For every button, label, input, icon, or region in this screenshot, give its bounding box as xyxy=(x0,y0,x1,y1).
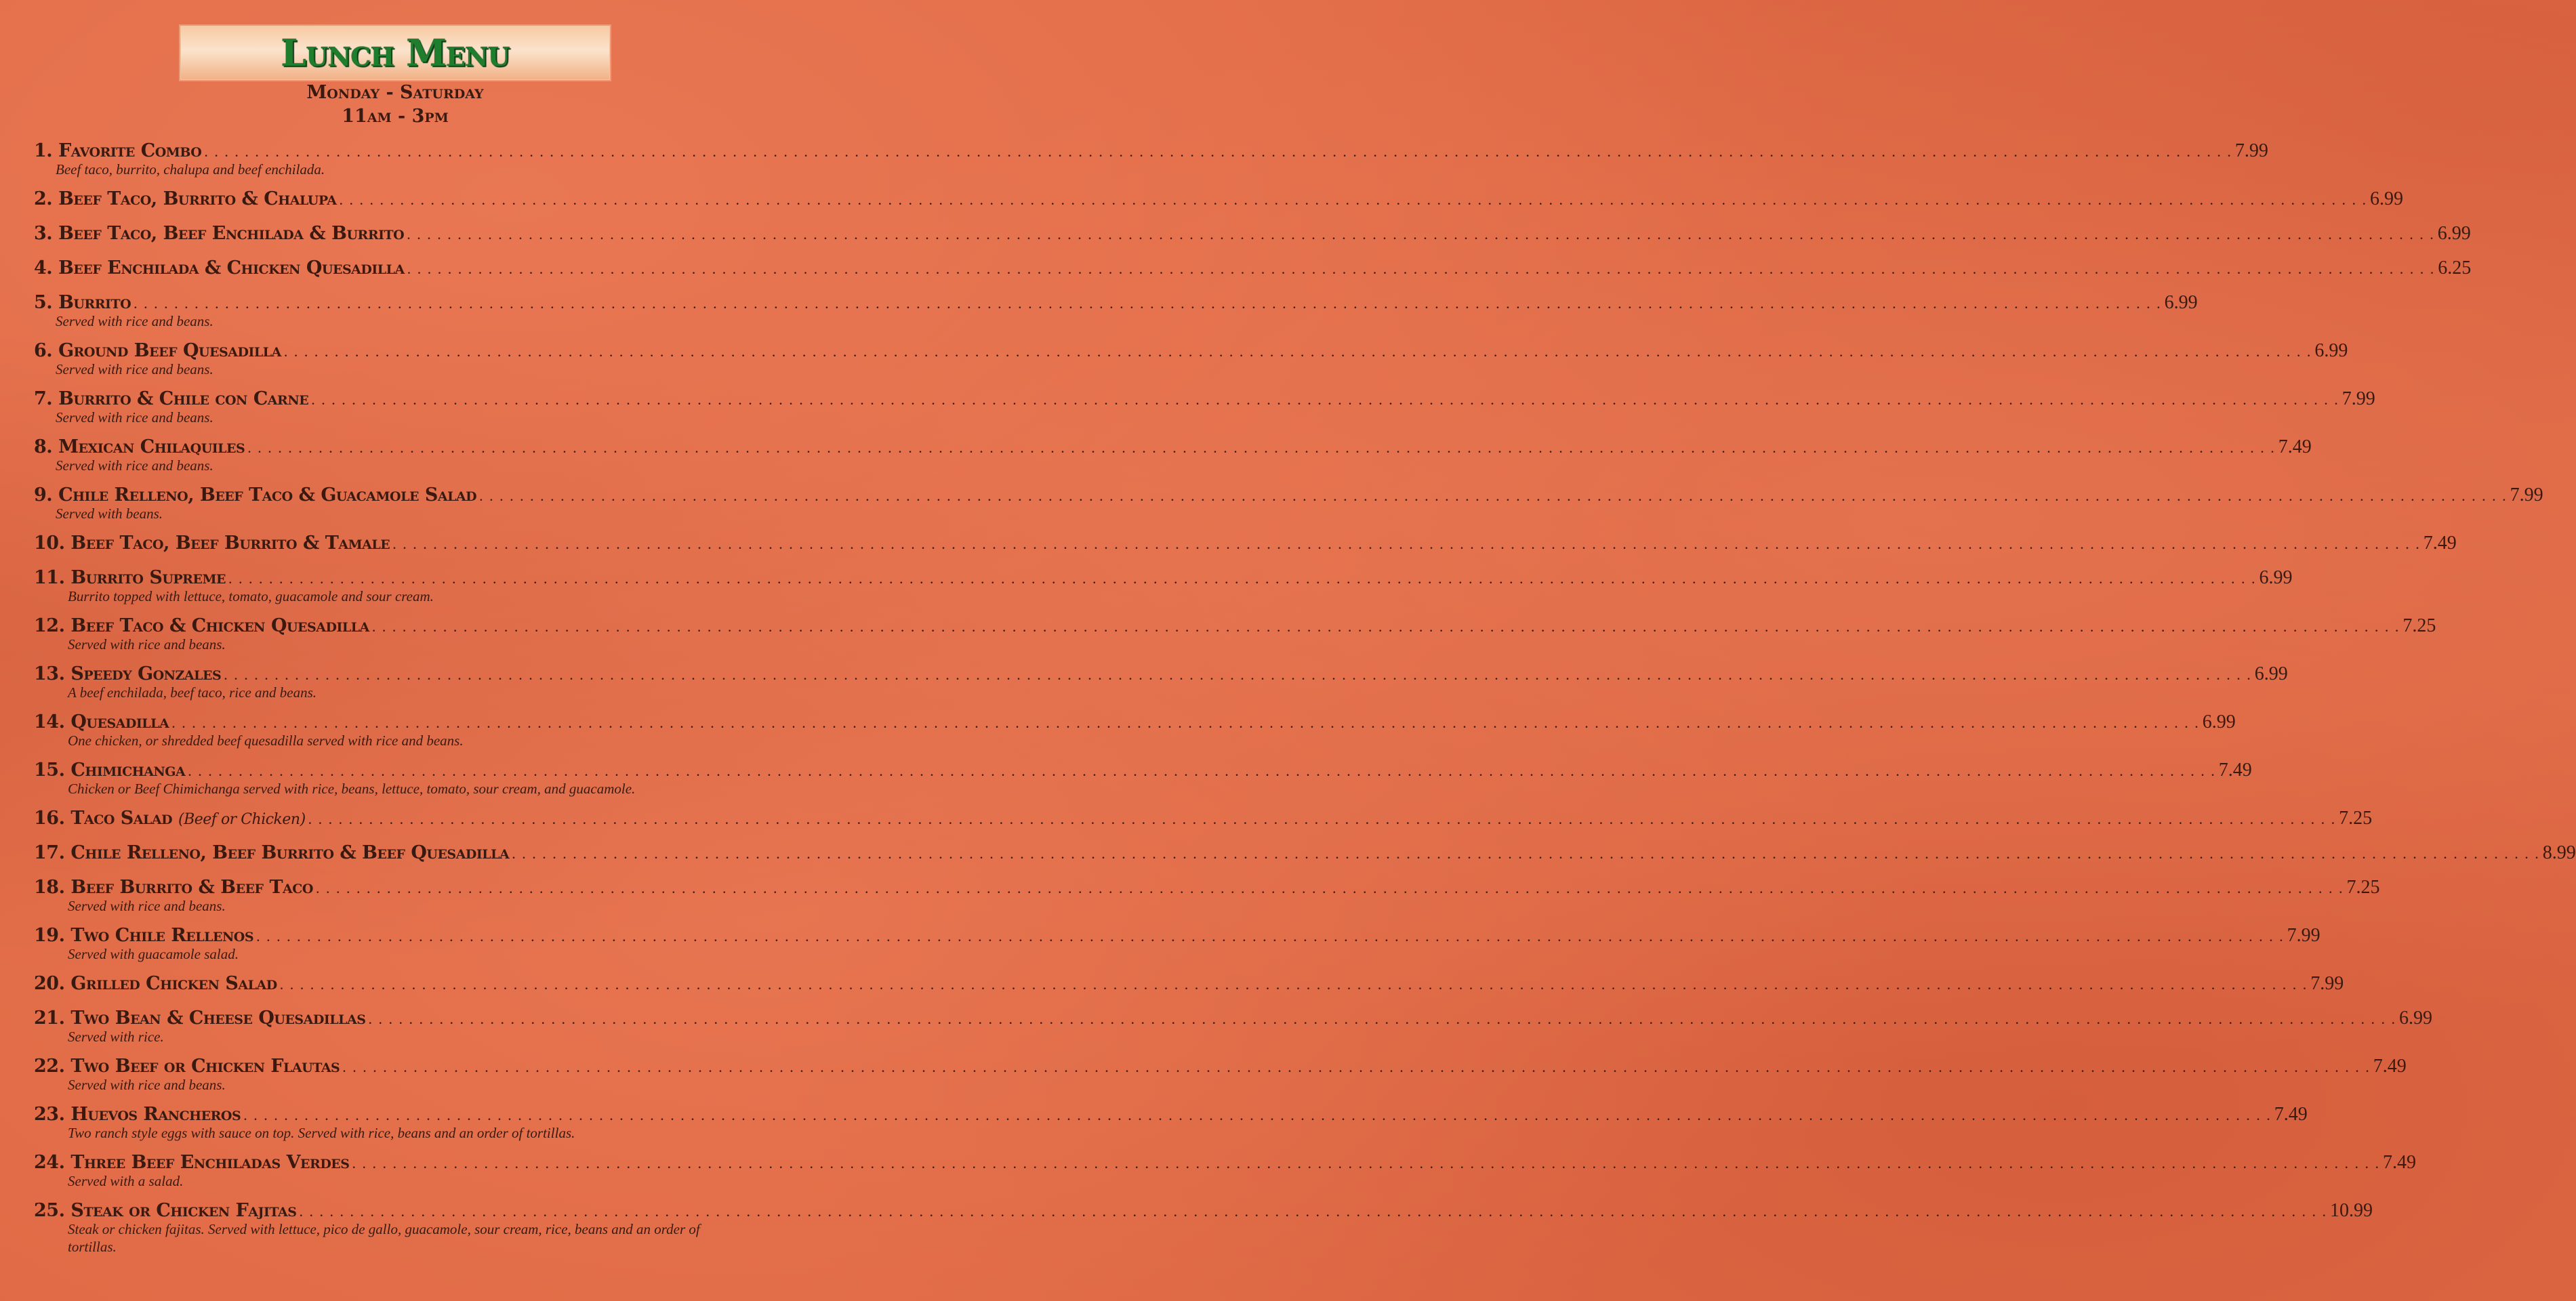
menu-item-name-text: 9. Chile Relleno, Beef Taco & Guacamole Salad xyxy=(34,484,477,505)
menu-item-name-text: 22. Two Beef or Chicken Flautas xyxy=(34,1056,340,1077)
menu-item xyxy=(34,1104,2308,1142)
menu-item xyxy=(34,533,2457,557)
menu-item-description: Burrito topped with lettuce, tomato, guacamole and sour cream. xyxy=(68,588,434,604)
leader-dots: . . . . . . . . . . . . . . . . . . . . . . . . . . . . . . . . . . . . . . . . . . . . . . . . . . . . . . . . . . . . . . . . . . . . . . . . . . . . . . . . . . . . . . . . . . . . . . . . . . . . . . . . . . . . . . . . . . . . . . . . . . . . . . . . . . . . . . . . . . . . . . . . . . . . . . . . . . . . . . . . . . . . . . . . . . . . . . . . . . . . . . . . . . . . . . . . . . . . . . . . xyxy=(352,1155,2380,1172)
menu-item-name-text: 19. Two Chile Rellenos xyxy=(34,925,254,946)
menu-item-price: 6.99 xyxy=(2398,1008,2432,1029)
menu-item-price: 7.25 xyxy=(2346,877,2380,898)
menu-item-name xyxy=(34,257,405,278)
menu-item-description: Chicken or Beef Chimichanga served with rice, beans, lettuce, tomato, sour cream, and guacamole. xyxy=(68,781,636,797)
menu-item-description: Served with rice and beans. xyxy=(56,409,213,426)
menu-item-description: One chicken, or shredded beef quesadilla served with rice and beans. xyxy=(68,732,464,749)
menu-item-name-text: 23. Huevos Rancheros xyxy=(34,1104,241,1125)
menu-item-name-text: 6. Ground Beef Quesadilla xyxy=(34,340,281,361)
menu-item xyxy=(34,436,2312,474)
menu-item-name-text: 15. Chimichanga xyxy=(34,760,186,781)
leader-dots: . . . . . . . . . . . . . . . . . . . . . . . . . . . . . . . . . . . . . . . . . . . . . . . . . . . . . . . . . . . . . . . . . . . . . . . . . . . . . . . . . . . . . . . . . . . . . . . . . . . . . . . . . . . . . . . . . . . . . . . . . . . . . . . . . . . . . . . . . . . . . . . . . . . . . . . . . . . . . . . . . . . . . . . . . . . . . . . . . . . . . . . . . . . . . . . . . . . . . . . . xyxy=(256,928,2285,945)
menu-item xyxy=(34,925,2321,963)
menu-item-name xyxy=(34,808,306,829)
menu-item-name xyxy=(34,188,337,209)
menu-item-name xyxy=(34,1152,350,1173)
menu-item-name xyxy=(34,711,169,732)
menu-item xyxy=(34,663,2288,701)
menu-item-price: 6.99 xyxy=(2314,340,2348,361)
menu-item-name-text: 12. Beef Taco & Chicken Quesadilla xyxy=(34,615,369,636)
menu-item xyxy=(34,388,2375,426)
menu-item-name xyxy=(34,760,185,781)
leader-dots: . . . . . . . . . . . . . . . . . . . . . . . . . . . . . . . . . . . . . . . . . . . . . . . . . . . . . . . . . . . . . . . . . . . . . . . . . . . . . . . . . . . . . . . . . . . . . . . . . . . . . . . . . . . . . . . . . . . . . . . . . . . . . . . . . . . . . . . . . . . . . . . . . . . . . . . . . . . . . . . . . . . . . . . . . . . . . . . . . . . . . . . . . . . . . . . . . . . . . . . . xyxy=(279,976,2308,993)
menu-item xyxy=(34,973,2344,997)
menu-item-name xyxy=(34,388,308,409)
menu-item-name xyxy=(34,1200,296,1221)
menu-item-note: (Beef or Chicken) xyxy=(178,811,306,828)
menu-item-description: Served with a salad. xyxy=(68,1173,184,1189)
leader-dots: . . . . . . . . . . . . . . . . . . . . . . . . . . . . . . . . . . . . . . . . . . . . . . . . . . . . . . . . . . . . . . . . . . . . . . . . . . . . . . . . . . . . . . . . . . . . . . . . . . . . . . . . . . . . . . . . . . . . . . . . . . . . . . . . . . . . . . . . . . . . . . . . . . . . . . . . . . . . . . . . . . . . . . . . . . . . . . . . . . . . . . . . . . . . . . . . . . . . . . . . xyxy=(224,666,2252,683)
menu-item-price: 6.99 xyxy=(2370,188,2404,209)
menu-item-name xyxy=(34,340,281,361)
menu-item-name-text: 10. Beef Taco, Beef Burrito & Tamale xyxy=(34,533,390,554)
menu-item-description: Served with rice and beans. xyxy=(56,457,213,474)
menu-item-description: Beef taco, burrito, chalupa and beef enchilada. xyxy=(56,161,325,178)
menu-item-name-text: 18. Beef Burrito & Beef Taco xyxy=(34,877,313,898)
menu-item-description: Two ranch style eggs with sauce on top. Served with rice, beans and an order of tortillas. xyxy=(68,1125,575,1141)
leader-dots: . . . . . . . . . . . . . . . . . . . . . . . . . . . . . . . . . . . . . . . . . . . . . . . . . . . . . . . . . . . . . . . . . . . . . . . . . . . . . . . . . . . . . . . . . . . . . . . . . . . . . . . . . . . . . . . . . . . . . . . . . . . . . . . . . . . . . . . . . . . . . . . . . . . . . . . . . . . . . . . . . . . . . . . . . . . . . . . . . . . . . . . . . . . . . . . . . . . . . . . . xyxy=(283,343,2312,360)
menu-item-price: 7.49 xyxy=(2383,1152,2416,1173)
menu-item-price: 7.49 xyxy=(2423,533,2457,554)
leader-dots: . . . . . . . . . . . . . . . . . . . . . . . . . . . . . . . . . . . . . . . . . . . . . . . . . . . . . . . . . . . . . . . . . . . . . . . . . . . . . . . . . . . . . . . . . . . . . . . . . . . . . . . . . . . . . . . . . . . . . . . . . . . . . . . . . . . . . . . . . . . . . . . . . . . . . . . . . . . . . . . . . . . . . . . . . . . . . . . . . . . . . . . . . . . . . . . . . . . . . . . . xyxy=(308,810,2337,827)
menu-item-name xyxy=(34,567,226,588)
leader-dots: . . . . . . . . . . . . . . . . . . . . . . . . . . . . . . . . . . . . . . . . . . . . . . . . . . . . . . . . . . . . . . . . . . . . . . . . . . . . . . . . . . . . . . . . . . . . . . . . . . . . . . . . . . . . . . . . . . . . . . . . . . . . . . . . . . . . . . . . . . . . . . . . . . . . . . . . . . . . . . . . . . . . . . . . . . . . . . . . . . . . . . . . . . . . . . . . . . . . . . . . xyxy=(228,570,2257,587)
leader-dots: . . . . . . . . . . . . . . . . . . . . . . . . . . . . . . . . . . . . . . . . . . . . . . . . . . . . . . . . . . . . . . . . . . . . . . . . . . . . . . . . . . . . . . . . . . . . . . . . . . . . . . . . . . . . . . . . . . . . . . . . . . . . . . . . . . . . . . . . . . . . . . . . . . . . . . . . . . . . . . . . . . . . . . . . . . . . . . . . . . . . . . . . . . . . . . . . . . . . . . . . xyxy=(342,1058,2371,1075)
menu-item-name xyxy=(34,1008,365,1029)
menu-item xyxy=(34,877,2380,915)
menu-item-line xyxy=(34,973,2344,997)
menu-item xyxy=(34,1008,2432,1046)
menu-item xyxy=(34,711,2236,749)
menu-item-description: Served with rice and beans. xyxy=(56,361,213,377)
menu-item-name-text: 24. Three Beef Enchiladas Verdes xyxy=(34,1152,350,1173)
leader-dots: . . . . . . . . . . . . . . . . . . . . . . . . . . . . . . . . . . . . . . . . . . . . . . . . . . . . . . . . . . . . . . . . . . . . . . . . . . . . . . . . . . . . . . . . . . . . . . . . . . . . . . . . . . . . . . . . . . . . . . . . . . . . . . . . . . . . . . . . . . . . . . . . . . . . . . . . . . . . . . . . . . . . . . . . . . . . . . . . . . . . . . . . . . . . . . . . . . . . . . . . xyxy=(311,391,2339,408)
menu-item xyxy=(34,842,2576,867)
menu-item-description: Served with rice and beans. xyxy=(68,636,226,653)
menu-item xyxy=(34,223,2471,247)
menu-item-description: A beef enchilada, beef taco, rice and beans. xyxy=(68,684,317,701)
menu-title: Lunch Menu xyxy=(281,31,510,75)
menu-item-name xyxy=(34,533,390,554)
menu-item-name xyxy=(34,484,476,505)
menu-item-name-text: 8. Mexican Chilaquiles xyxy=(34,436,245,457)
leader-dots: . . . . . . . . . . . . . . . . . . . . . . . . . . . . . . . . . . . . . . . . . . . . . . . . . . . . . . . . . . . . . . . . . . . . . . . . . . . . . . . . . . . . . . . . . . . . . . . . . . . . . . . . . . . . . . . . . . . . . . . . . . . . . . . . . . . . . . . . . . . . . . . . . . . . . . . . . . . . . . . . . . . . . . . . . . . . . . . . . . . . . . . . . . . . . . . . . . . . . . . . xyxy=(371,618,2400,635)
leader-dots: . . . . . . . . . . . . . . . . . . . . . . . . . . . . . . . . . . . . . . . . . . . . . . . . . . . . . . . . . . . . . . . . . . . . . . . . . . . . . . . . . . . . . . . . . . . . . . . . . . . . . . . . . . . . . . . . . . . . . . . . . . . . . . . . . . . . . . . . . . . . . . . . . . . . . . . . . . . . . . . . . . . . . . . . . . . . . . . . . . . . . . . . . . . . . . . . . . . . . . . . xyxy=(512,845,2540,862)
leader-dots: . . . . . . . . . . . . . . . . . . . . . . . . . . . . . . . . . . . . . . . . . . . . . . . . . . . . . . . . . . . . . . . . . . . . . . . . . . . . . . . . . . . . . . . . . . . . . . . . . . . . . . . . . . . . . . . . . . . . . . . . . . . . . . . . . . . . . . . . . . . . . . . . . . . . . . . . . . . . . . . . . . . . . . . . . . . . . . . . . . . . . . . . . . . . . . . . . . . . . . . . xyxy=(188,762,2216,779)
menu-item-price: 6.99 xyxy=(2202,711,2236,732)
menu-item-line xyxy=(34,257,2472,282)
menu-item-price: 7.99 xyxy=(2342,388,2375,409)
menu-item-name-text: 13. Speedy Gonzales xyxy=(34,663,222,684)
menu-item-name-text: 14. Quesadilla xyxy=(34,711,169,732)
menu-item xyxy=(34,615,2436,653)
menu-item-line xyxy=(34,188,2404,213)
menu-item xyxy=(34,1152,2416,1190)
days-subtitle: Monday - Saturday xyxy=(306,82,484,103)
menu-item-price: 7.99 xyxy=(2510,484,2543,505)
menu-item-price: 7.49 xyxy=(2274,1104,2308,1125)
menu-item-price: 6.99 xyxy=(2437,223,2471,244)
menu-item-price: 7.49 xyxy=(2373,1056,2407,1077)
menu-item-price: 7.49 xyxy=(2278,436,2312,457)
menu-item-line xyxy=(34,842,2576,867)
leader-dots: . . . . . . . . . . . . . . . . . . . . . . . . . . . . . . . . . . . . . . . . . . . . . . . . . . . . . . . . . . . . . . . . . . . . . . . . . . . . . . . . . . . . . . . . . . . . . . . . . . . . . . . . . . . . . . . . . . . . . . . . . . . . . . . . . . . . . . . . . . . . . . . . . . . . . . . . . . . . . . . . . . . . . . . . . . . . . . . . . . . . . . . . . . . . . . . . . . . . . . . . xyxy=(479,487,2508,504)
leader-dots: . . . . . . . . . . . . . . . . . . . . . . . . . . . . . . . . . . . . . . . . . . . . . . . . . . . . . . . . . . . . . . . . . . . . . . . . . . . . . . . . . . . . . . . . . . . . . . . . . . . . . . . . . . . . . . . . . . . . . . . . . . . . . . . . . . . . . . . . . . . . . . . . . . . . . . . . . . . . . . . . . . . . . . . . . . . . . . . . . . . . . . . . . . . . . . . . . . . . . . . . xyxy=(171,714,2200,731)
menu-item-price: 7.99 xyxy=(2234,140,2268,161)
menu-item-name-text: 7. Burrito & Chile con Carne xyxy=(34,388,309,409)
menu-item xyxy=(34,808,2373,832)
leader-dots: . . . . . . . . . . . . . . . . . . . . . . . . . . . . . . . . . . . . . . . . . . . . . . . . . . . . . . . . . . . . . . . . . . . . . . . . . . . . . . . . . . . . . . . . . . . . . . . . . . . . . . . . . . . . . . . . . . . . . . . . . . . . . . . . . . . . . . . . . . . . . . . . . . . . . . . . . . . . . . . . . . . . . . . . . . . . . . . . . . . . . . . . . . . . . . . . . . . . . . . . xyxy=(247,439,2276,456)
menu-item-name xyxy=(34,292,131,313)
menu-item-name-text: 2. Beef Taco, Burrito & Chalupa xyxy=(34,188,337,209)
leader-dots: . . . . . . . . . . . . . . . . . . . . . . . . . . . . . . . . . . . . . . . . . . . . . . . . . . . . . . . . . . . . . . . . . . . . . . . . . . . . . . . . . . . . . . . . . . . . . . . . . . . . . . . . . . . . . . . . . . . . . . . . . . . . . . . . . . . . . . . . . . . . . . . . . . . . . . . . . . . . . . . . . . . . . . . . . . . . . . . . . . . . . . . . . . . . . . . . . . . . . . . . xyxy=(339,191,2368,208)
menu-item xyxy=(34,1200,2373,1256)
hours-subtitle: 11am - 3pm xyxy=(342,106,449,127)
menu-item-name xyxy=(34,1056,340,1077)
leader-dots: . . . . . . . . . . . . . . . . . . . . . . . . . . . . . . . . . . . . . . . . . . . . . . . . . . . . . . . . . . . . . . . . . . . . . . . . . . . . . . . . . . . . . . . . . . . . . . . . . . . . . . . . . . . . . . . . . . . . . . . . . . . . . . . . . . . . . . . . . . . . . . . . . . . . . . . . . . . . . . . . . . . . . . . . . . . . . . . . . . . . . . . . . . . . . . . . . . . . . . . . xyxy=(299,1203,2327,1220)
menu-item-price: 6.99 xyxy=(2164,292,2198,313)
menu-item-description: Served with beans. xyxy=(56,505,163,522)
menu-item-name xyxy=(34,140,201,161)
menu-item-name xyxy=(34,223,404,244)
menu-item-name xyxy=(34,663,221,684)
menu-item xyxy=(34,340,2348,378)
leader-dots: . . . . . . . . . . . . . . . . . . . . . . . . . . . . . . . . . . . . . . . . . . . . . . . . . . . . . . . . . . . . . . . . . . . . . . . . . . . . . . . . . . . . . . . . . . . . . . . . . . . . . . . . . . . . . . . . . . . . . . . . . . . . . . . . . . . . . . . . . . . . . . . . . . . . . . . . . . . . . . . . . . . . . . . . . . . . . . . . . . . . . . . . . . . . . . . . . . . . . . . . xyxy=(134,295,2162,312)
menu-item-line xyxy=(34,223,2471,247)
menu-item xyxy=(34,292,2198,330)
menu-item-name-text: 11. Burrito Supreme xyxy=(34,567,226,588)
menu-item-name-text: 1. Favorite Combo xyxy=(34,140,202,161)
menu-item-name-text: 17. Chile Relleno, Beef Burrito & Beef Quesadilla xyxy=(34,842,510,863)
leader-dots: . . . . . . . . . . . . . . . . . . . . . . . . . . . . . . . . . . . . . . . . . . . . . . . . . . . . . . . . . . . . . . . . . . . . . . . . . . . . . . . . . . . . . . . . . . . . . . . . . . . . . . . . . . . . . . . . . . . . . . . . . . . . . . . . . . . . . . . . . . . . . . . . . . . . . . . . . . . . . . . . . . . . . . . . . . . . . . . . . . . . . . . . . . . . . . . . . . . . . . . . xyxy=(243,1107,2272,1123)
menu-item-price: 6.25 xyxy=(2438,257,2472,278)
leader-dots: . . . . . . . . . . . . . . . . . . . . . . . . . . . . . . . . . . . . . . . . . . . . . . . . . . . . . . . . . . . . . . . . . . . . . . . . . . . . . . . . . . . . . . . . . . . . . . . . . . . . . . . . . . . . . . . . . . . . . . . . . . . . . . . . . . . . . . . . . . . . . . . . . . . . . . . . . . . . . . . . . . . . . . . . . . . . . . . . . . . . . . . . . . . . . . . . . . . . . . . . xyxy=(315,880,2344,896)
menu-item-name-text: 5. Burrito xyxy=(34,292,131,313)
menu-item-price: 7.25 xyxy=(2339,808,2373,829)
menu-item xyxy=(34,257,2472,282)
menu-item-price: 6.99 xyxy=(2254,663,2288,684)
menu-item-line xyxy=(34,808,2373,832)
menu-item-description: Steak or chicken fajitas. Served with lettuce, pico de gallo, guacamole, sour cream, rice, beans and an order of tortillas. xyxy=(68,1221,700,1255)
menu-item-name xyxy=(34,925,253,946)
leader-dots: . . . . . . . . . . . . . . . . . . . . . . . . . . . . . . . . . . . . . . . . . . . . . . . . . . . . . . . . . . . . . . . . . . . . . . . . . . . . . . . . . . . . . . . . . . . . . . . . . . . . . . . . . . . . . . . . . . . . . . . . . . . . . . . . . . . . . . . . . . . . . . . . . . . . . . . . . . . . . . . . . . . . . . . . . . . . . . . . . . . . . . . . . . . . . . . . . . . . . . . . xyxy=(407,226,2435,243)
leader-dots: . . . . . . . . . . . . . . . . . . . . . . . . . . . . . . . . . . . . . . . . . . . . . . . . . . . . . . . . . . . . . . . . . . . . . . . . . . . . . . . . . . . . . . . . . . . . . . . . . . . . . . . . . . . . . . . . . . . . . . . . . . . . . . . . . . . . . . . . . . . . . . . . . . . . . . . . . . . . . . . . . . . . . . . . . . . . . . . . . . . . . . . . . . . . . . . . . . . . . . . . xyxy=(407,260,2436,277)
leader-dots: . . . . . . . . . . . . . . . . . . . . . . . . . . . . . . . . . . . . . . . . . . . . . . . . . . . . . . . . . . . . . . . . . . . . . . . . . . . . . . . . . . . . . . . . . . . . . . . . . . . . . . . . . . . . . . . . . . . . . . . . . . . . . . . . . . . . . . . . . . . . . . . . . . . . . . . . . . . . . . . . . . . . . . . . . . . . . . . . . . . . . . . . . . . . . . . . . . . . . . . . xyxy=(392,535,2421,552)
menu-item-price: 10.99 xyxy=(2329,1200,2373,1221)
menu-item-name-text: 21. Two Bean & Cheese Quesadillas xyxy=(34,1008,366,1029)
menu-item-price: 8.99 xyxy=(2542,842,2576,863)
menu-item xyxy=(34,760,2252,798)
menu-item xyxy=(34,1056,2407,1094)
menu-item-description: Served with guacamole salad. xyxy=(68,946,239,962)
menu-item xyxy=(34,188,2404,213)
menu-item-price: 6.99 xyxy=(2259,567,2293,588)
menu-item-name xyxy=(34,973,277,994)
menu-item-description: Served with rice and beans. xyxy=(56,313,213,329)
menu-item-name xyxy=(34,436,245,457)
menu-item-name xyxy=(34,877,313,898)
menu-item-name-text: 25. Steak or Chicken Fajitas xyxy=(34,1200,297,1221)
menu-list xyxy=(34,140,2576,1266)
menu-item xyxy=(34,140,2268,178)
title-banner xyxy=(180,26,610,80)
menu-item-description: Served with rice and beans. xyxy=(68,1077,226,1093)
menu-item-name-text: 3. Beef Taco, Beef Enchilada & Burrito xyxy=(34,223,405,244)
menu-item-name xyxy=(34,1104,241,1125)
menu-item-description: Served with rice and beans. xyxy=(68,898,226,914)
menu-item-name-text: 16. Taco Salad xyxy=(34,808,173,829)
menu-item-name xyxy=(34,842,509,863)
menu-item-name xyxy=(34,615,369,636)
menu-item-price: 7.99 xyxy=(2287,925,2321,946)
menu-item-description: Served with rice. xyxy=(68,1029,164,1045)
menu-item xyxy=(34,567,2293,605)
menu-item-price: 7.99 xyxy=(2310,973,2344,994)
menu-item-price: 7.25 xyxy=(2403,615,2436,636)
menu-item xyxy=(34,484,2543,522)
menu-item-price: 7.49 xyxy=(2218,760,2252,781)
menu-item-name-text: 20. Grilled Chicken Salad xyxy=(34,973,277,994)
menu-item-name-text: 4. Beef Enchilada & Chicken Quesadilla xyxy=(34,257,405,278)
leader-dots: . . . . . . . . . . . . . . . . . . . . . . . . . . . . . . . . . . . . . . . . . . . . . . . . . . . . . . . . . . . . . . . . . . . . . . . . . . . . . . . . . . . . . . . . . . . . . . . . . . . . . . . . . . . . . . . . . . . . . . . . . . . . . . . . . . . . . . . . . . . . . . . . . . . . . . . . . . . . . . . . . . . . . . . . . . . . . . . . . . . . . . . . . . . . . . . . . . . . . . . . xyxy=(368,1010,2396,1027)
menu-item-line xyxy=(34,533,2457,557)
leader-dots: . . . . . . . . . . . . . . . . . . . . . . . . . . . . . . . . . . . . . . . . . . . . . . . . . . . . . . . . . . . . . . . . . . . . . . . . . . . . . . . . . . . . . . . . . . . . . . . . . . . . . . . . . . . . . . . . . . . . . . . . . . . . . . . . . . . . . . . . . . . . . . . . . . . . . . . . . . . . . . . . . . . . . . . . . . . . . . . . . . . . . . . . . . . . . . . . . . . . . . . . xyxy=(204,143,2232,160)
